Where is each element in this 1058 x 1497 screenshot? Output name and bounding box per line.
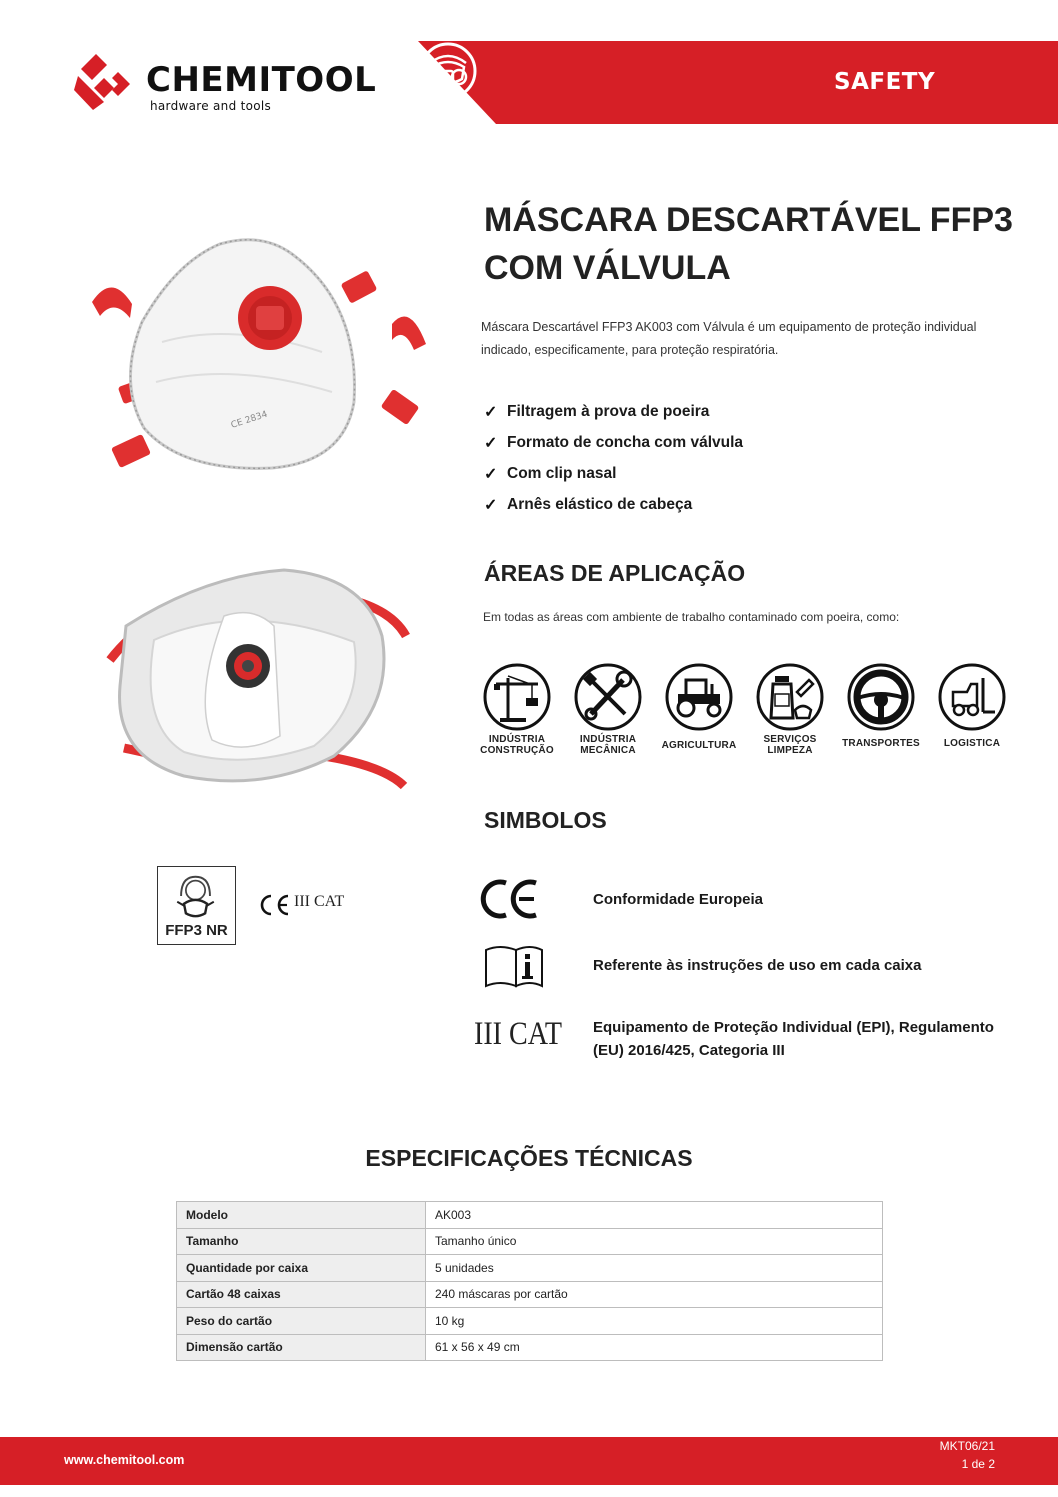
iii-cat-label: III CAT (474, 1016, 563, 1052)
steering-wheel-icon (846, 662, 916, 732)
table-row: Tamanho Tamanho único (177, 1228, 883, 1255)
area-mechanical (567, 662, 649, 762)
spray-bottle-icon (755, 662, 825, 732)
feature-list (484, 396, 743, 520)
website-link[interactable]: www.chemitool.com (64, 1453, 185, 1467)
area-logistics (931, 662, 1013, 762)
table-row: Quantidade por caixa 5 unidades (177, 1255, 883, 1282)
crane-icon (482, 662, 552, 732)
respirator-safety-icon (418, 41, 478, 101)
product-title-line2: COM VÁLVULA (484, 249, 731, 287)
feature-label: Filtragem à prova de poeira (507, 402, 710, 420)
ffp3-nr-badge (157, 866, 236, 945)
table-row: Modelo AK003 (177, 1202, 883, 1229)
brand-tagline: hardware and tools (150, 99, 272, 113)
specs-table (176, 1201, 883, 1361)
area-cleaning (749, 662, 831, 762)
feature-item (484, 427, 743, 458)
feature-item (484, 458, 743, 489)
areas-title: ÁREAS DE APLICAÇÃO (484, 560, 746, 586)
area-label: INDÚSTRIA MECÂNICA (579, 734, 637, 756)
ce-mark-icon (474, 876, 574, 926)
application-areas (476, 662, 1016, 762)
table-row: Peso do cartão 10 kg (177, 1308, 883, 1335)
category-banner (418, 41, 1058, 124)
area-label: TRANSPORTES (842, 738, 920, 749)
feature-label: Arnês elástico de cabeça (507, 495, 693, 513)
area-construction (476, 662, 558, 762)
ce-cat-label: III CAT (294, 893, 345, 910)
page-number: 1 de 2 (961, 1457, 995, 1471)
tractor-icon (664, 662, 734, 732)
area-agriculture (658, 662, 740, 762)
checkmark-icon: ✓ (484, 465, 498, 483)
specs-title: ESPECIFICAÇÕES TÉCNICAS (365, 1145, 693, 1171)
brand-name: CHEMITOOL (146, 60, 377, 100)
category-label: SAFETY (834, 69, 936, 95)
forklift-icon (937, 662, 1007, 732)
svg-text:CE 2834: CE 2834 (229, 409, 269, 431)
ffp3-nr-label: FFP3 NR (165, 922, 228, 939)
chemitool-logo-mark-icon (74, 52, 138, 112)
chemitool-logo (74, 52, 394, 116)
symbols-title: SIMBOLOS (484, 807, 607, 833)
feature-item (484, 396, 743, 427)
ce-mark-icon (258, 892, 292, 918)
mask-front-image (92, 232, 432, 502)
feature-item (484, 489, 743, 520)
doc-code: MKT06/21 (939, 1439, 995, 1453)
masked-face-icon (158, 869, 234, 923)
product-title (484, 196, 1024, 292)
doc-meta (940, 1437, 995, 1473)
areas-intro: Em todas as áreas com ambiente de trabalho contaminado com poeira, como: (483, 610, 900, 624)
area-label: INDÚSTRIA CONSTRUÇÃO (480, 734, 554, 756)
ce-cat-badge (258, 890, 345, 920)
product-description: Máscara Descartável FFP3 AK003 com Válvula é um equipamento de proteção individual indicado, especificamente, para proteção respiratória. (481, 320, 977, 357)
checkmark-icon: ✓ (484, 403, 498, 421)
checkmark-icon: ✓ (484, 434, 498, 452)
feature-label: Formato de concha com válvula (507, 433, 744, 451)
feature-label: Com clip nasal (507, 464, 617, 482)
area-label: SERVIÇOS LIMPEZA (763, 734, 817, 756)
tools-icon (573, 662, 643, 732)
symbol-text: Referente às instruções de uso em cada caixa (593, 957, 922, 974)
footer (0, 1437, 1058, 1485)
instructions-book-icon (474, 940, 574, 990)
table-row: Dimensão cartão 61 x 56 x 49 cm (177, 1334, 883, 1361)
product-title-line1: MÁSCARA DESCARTÁVEL FFP3 (484, 201, 1013, 239)
symbol-text: Equipamento de Proteção Individual (EPI), Regulamento (EU) 2016/425, Categoria III (593, 1019, 994, 1059)
area-label: AGRICULTURA (661, 740, 737, 751)
checkmark-icon: ✓ (484, 496, 498, 514)
table-row: Cartão 48 caixas 240 máscaras por cartão (177, 1281, 883, 1308)
area-label: LOGISTICA (943, 738, 1001, 749)
symbol-text: Conformidade Europeia (593, 891, 764, 908)
area-transport (840, 662, 922, 762)
iii-cat-icon (474, 1016, 574, 1066)
mask-inside-image (84, 556, 414, 796)
